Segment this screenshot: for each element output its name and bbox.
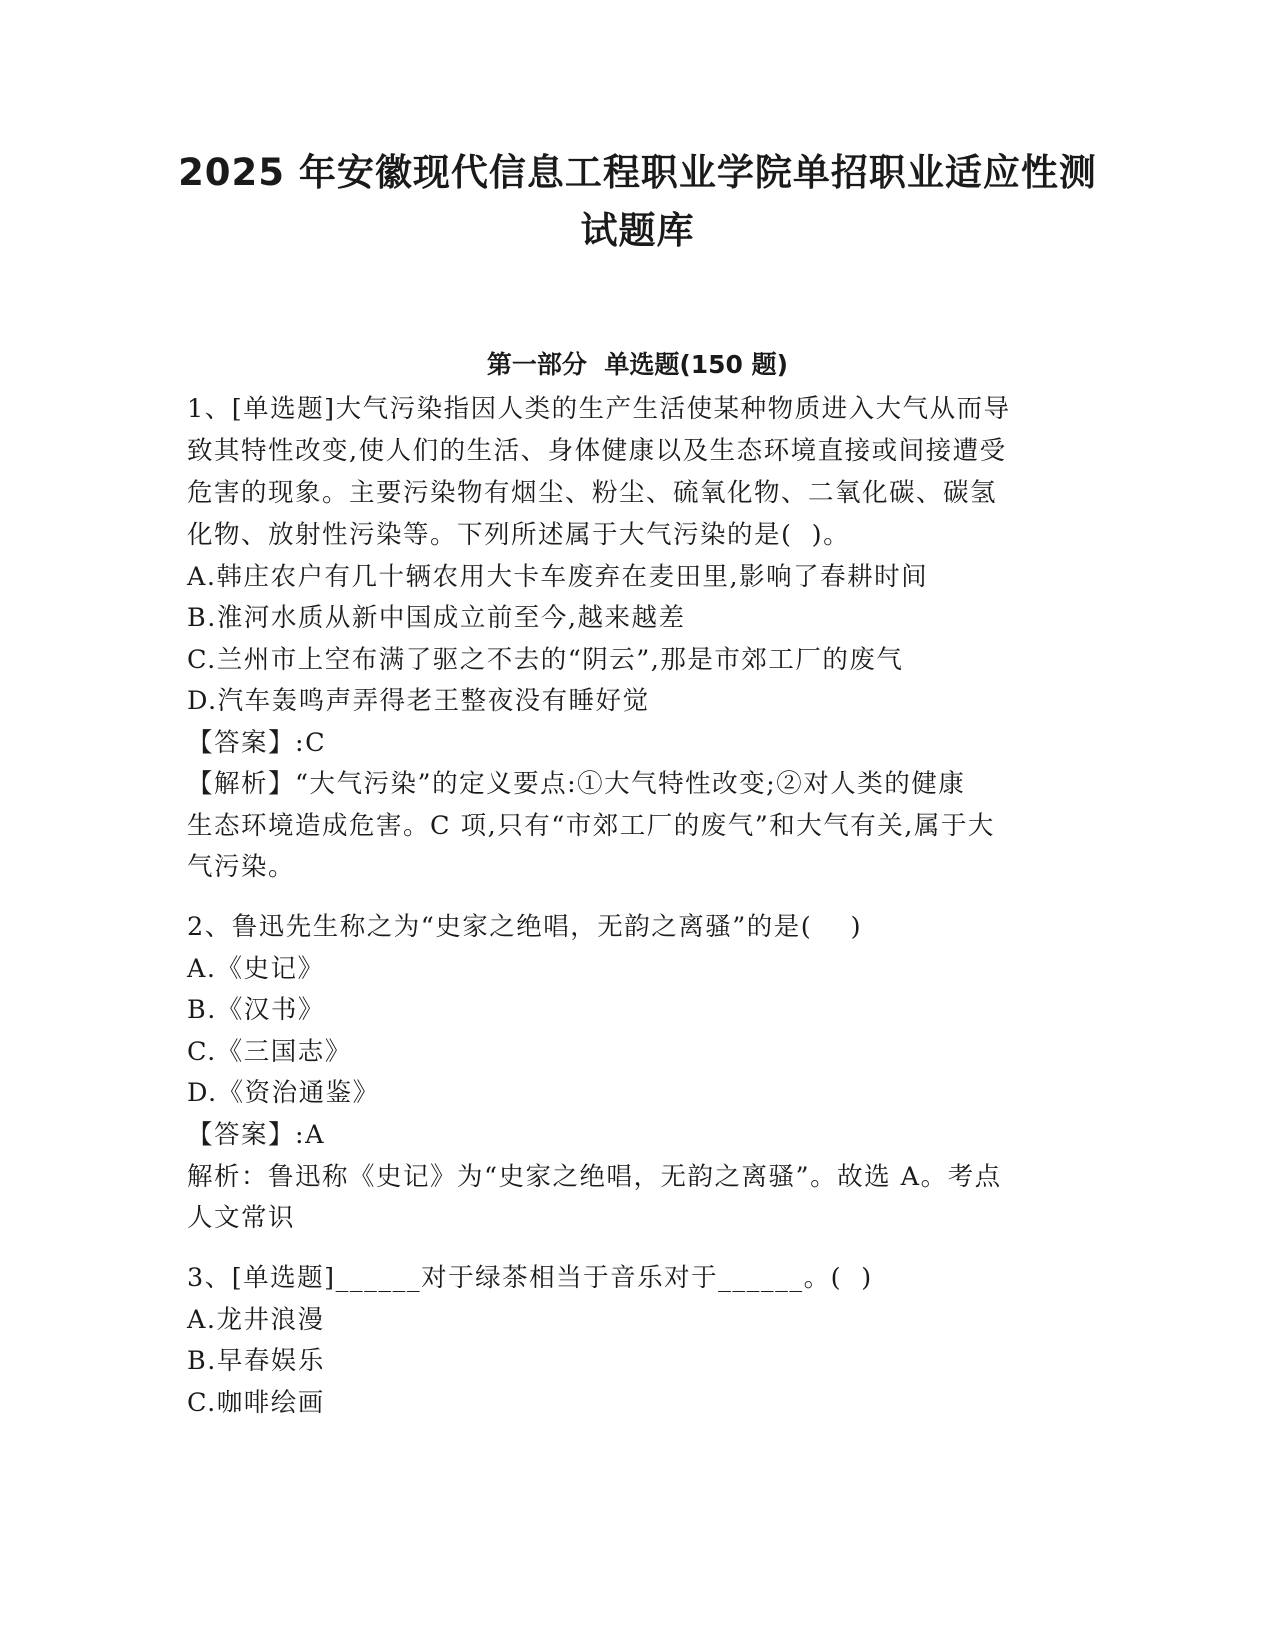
question-1-stem-line: 致其特性改变,使人们的生活、身体健康以及生态环境直接或间接遭受 <box>187 436 1007 466</box>
question-2-option-a: A.《史记》 <box>187 954 325 984</box>
question-1-option-a: A.韩庄农户有几十辆农用大卡车废弃在麦田里,影响了春耕时间 <box>187 562 929 592</box>
section-heading: 第一部分 单选题(150 题) <box>486 350 789 379</box>
document-title-line-1: 2025 年安徽现代信息工程职业学院单招职业适应性测 <box>178 151 1097 194</box>
question-2-answer: 【答案】:A <box>187 1120 326 1150</box>
question-1-analysis-line: 【解析】“大气污染”的定义要点:①大气特性改变;②对人类的健康 <box>187 769 966 799</box>
question-1-option-b: B.淮河水质从新中国成立前至今,越来越差 <box>187 603 686 633</box>
question-1-option-c: C.兰州市上空布满了驱之不去的“阴云”,那是市郊工厂的废气 <box>187 645 904 675</box>
question-1-answer: 【答案】:C <box>187 728 327 758</box>
question-2-option-b: B.《汉书》 <box>187 995 325 1025</box>
question-1-stem-line: 化物、放射性污染等。下列所述属于大气污染的是( )。 <box>187 520 851 550</box>
question-1-analysis-line: 气污染。 <box>187 852 296 882</box>
document-title-line-2: 试题库 <box>580 209 695 252</box>
question-1-stem-line: 1、[单选题]大气污染指因人类的生产生活使某种物质进入大气从而导 <box>187 394 1011 424</box>
question-3-option-a: A.龙井浪漫 <box>187 1305 325 1335</box>
question-2-analysis-line: 解析：鲁迅称《史记》为“史家之绝唱，无韵之离骚”。故选 A。考点 <box>187 1162 1002 1192</box>
question-2-option-c: C.《三国志》 <box>187 1037 352 1067</box>
question-2-option-d: D.《资治通鉴》 <box>187 1078 380 1108</box>
question-2-stem: 2、鲁迅先生称之为“史家之绝唱，无韵之离骚”的是( ) <box>187 912 863 942</box>
question-1-analysis-line: 生态环境造成危害。C 项,只有“市郊工厂的废气”和大气有关,属于大 <box>187 811 995 841</box>
question-3-option-c: C.咖啡绘画 <box>187 1388 325 1418</box>
question-3-stem: 3、[单选题]______对于绿茶相当于音乐对于______。( ) <box>187 1263 873 1293</box>
question-2-analysis-line: 人文常识 <box>187 1203 296 1233</box>
question-3-option-b: B.早春娱乐 <box>187 1346 325 1376</box>
question-1-option-d: D.汽车轰鸣声弄得老王整夜没有睡好觉 <box>187 686 650 716</box>
question-1-stem-line: 危害的现象。主要污染物有烟尘、粉尘、硫氧化物、二氧化碳、碳氢 <box>187 478 998 508</box>
